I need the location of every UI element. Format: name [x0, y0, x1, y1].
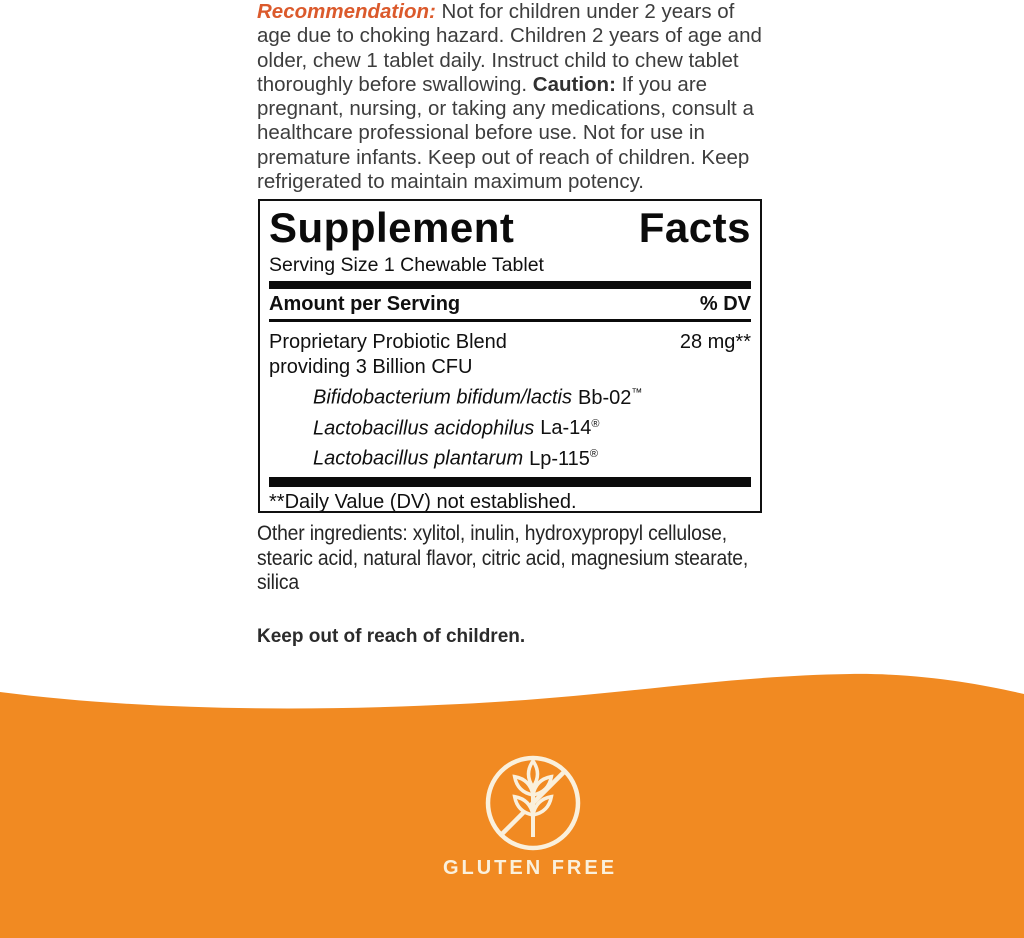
caution-text: If you are pregnant, nursing, or taking any medications, consult a healthcare professional before use. Not for use in premature infants. Keep out of reach of children. Keep refrigerated to maintain maximum potency. — [257, 72, 754, 194]
recommendation-text: Not for children under 2 years of age due to choking hazard. Children 2 years of age and older, chew 1 tablet daily. Instruct child to chew tablet thoroughly before swallowing. — [257, 0, 762, 96]
strain-row-acidophilus — [269, 411, 751, 442]
registered-symbol: ® — [591, 417, 600, 430]
strain-species: Bifidobacterium bifidum/lactis — [313, 386, 572, 409]
divider-rule — [269, 319, 751, 322]
gluten-free-wheat-icon — [483, 753, 583, 853]
serving-size: Serving Size 1 Chewable Tablet — [269, 254, 544, 276]
recommendation-paragraph — [257, 0, 765, 194]
other-ingredients: Other ingredients: xylitol, inulin, hydroxypropyl cellulose, stearic acid, natural flavor, citric acid, magnesium stearate, silica — [257, 521, 749, 594]
divider-bar-bottom — [269, 477, 751, 487]
trademark-symbol: ™ — [631, 387, 643, 399]
strain-row-bifidobacterium — [269, 380, 751, 411]
supplement-facts-title: Supplement Facts — [269, 204, 751, 251]
percent-dv-header: % DV — [699, 293, 751, 315]
blend-amount: 28 mg** — [679, 331, 751, 353]
blend-name: Proprietary Probiotic Blend — [269, 331, 507, 353]
strain-species: Lactobacillus plantarum — [313, 447, 524, 470]
strain-code: La-14 — [540, 417, 592, 440]
caution-label: Caution: — [532, 72, 616, 96]
recommendation-label: Recommendation: — [257, 0, 436, 23]
keep-out-warning: Keep out of reach of children. — [257, 626, 526, 647]
supplement-facts-panel — [258, 199, 762, 513]
strain-species: Lactobacillus acidophilus — [313, 417, 535, 440]
blend-subtitle: providing 3 Billion CFU — [269, 356, 473, 378]
strain-code: Bb-02 — [578, 386, 632, 409]
gluten-free-label: GLUTEN FREE — [442, 857, 618, 879]
strain-row-plantarum — [269, 441, 751, 472]
strain-code: Lp-115 — [529, 447, 590, 470]
divider-bar-top — [269, 281, 751, 289]
blend-row — [269, 330, 751, 354]
amount-per-serving-header: Amount per Serving — [269, 293, 461, 315]
facts-header-row — [269, 289, 751, 319]
daily-value-footnote: **Daily Value (DV) not established. — [269, 490, 577, 513]
registered-symbol: ® — [589, 448, 599, 461]
